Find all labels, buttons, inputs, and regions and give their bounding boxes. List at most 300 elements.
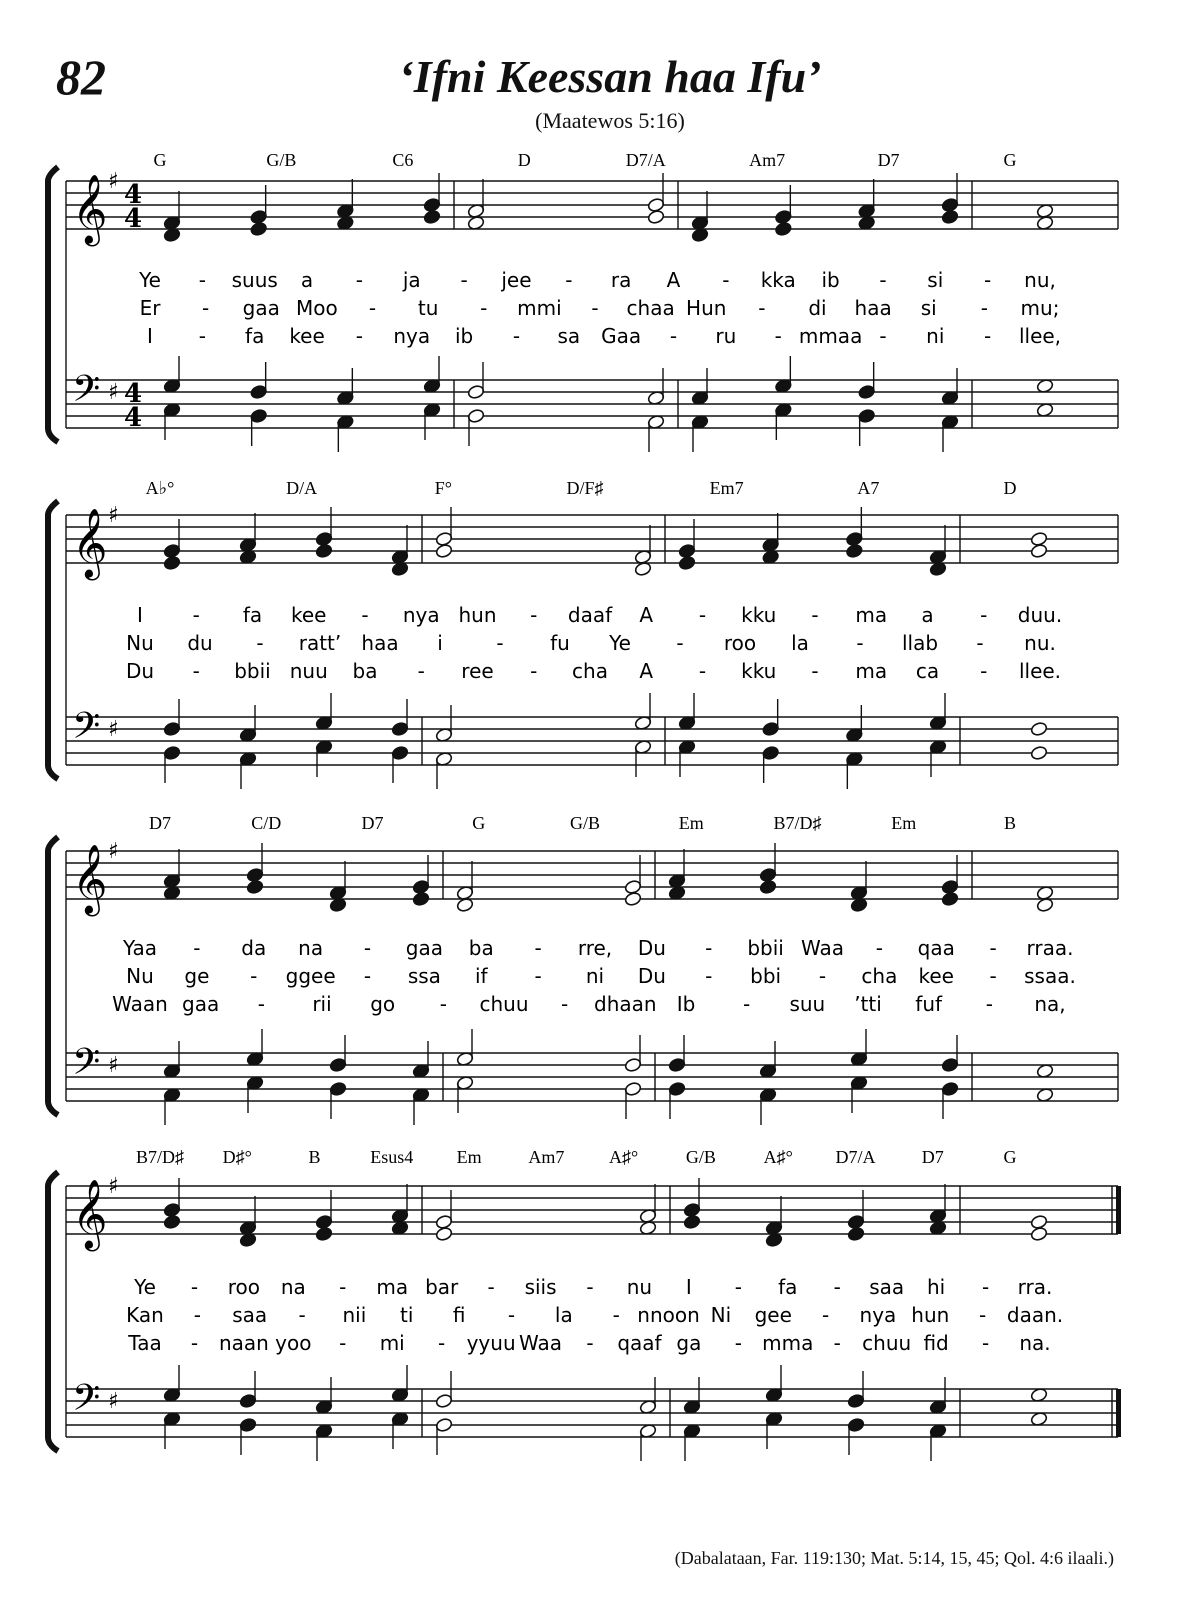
treble-notehead	[683, 1214, 701, 1229]
lyric-hyphen: -	[879, 324, 887, 348]
lyric-syllable: si	[920, 296, 937, 320]
treble-notehead	[423, 197, 441, 212]
treble-notehead	[759, 867, 777, 882]
lyric-hyphen: -	[257, 992, 265, 1016]
lyric-hyphen: -	[202, 296, 210, 320]
bass-notehead	[467, 408, 485, 423]
lyric-hyphen: -	[417, 659, 425, 683]
system-bracket	[48, 1172, 58, 1451]
lyric-hyphen: -	[530, 659, 538, 683]
lyric-syllable: fa	[242, 603, 263, 627]
treble-notehead	[315, 543, 333, 558]
lyric-hyphen: -	[734, 1331, 742, 1355]
chord-symbol: Em	[891, 813, 917, 833]
bass-clef-icon: 𝄢	[72, 1377, 101, 1428]
lyric-syllable: roo	[723, 631, 757, 655]
lyric-syllable: Yaa	[123, 936, 157, 960]
lyric-syllable: llee,	[1018, 324, 1062, 348]
lyric-syllable: chaa	[626, 296, 675, 320]
bass-clef-icon: 𝄢	[72, 1041, 101, 1092]
lyric-syllable: llee.	[1018, 659, 1062, 683]
lyric-hyphen: -	[811, 659, 819, 683]
treble-notehead	[315, 1226, 333, 1241]
lyric-syllable: na.	[1019, 1331, 1051, 1355]
lyric-hyphen: -	[722, 268, 730, 292]
bass-notehead	[762, 721, 780, 736]
lyric-hyphen: -	[705, 936, 713, 960]
treble-clef-icon: 𝄞	[72, 174, 108, 244]
chord-symbol: Am7	[749, 150, 786, 170]
lyric-hyphen: -	[193, 936, 201, 960]
chord-symbol: D7	[149, 813, 171, 833]
lyric-hyphen: -	[512, 324, 521, 348]
chord-symbol: G	[153, 150, 167, 170]
lyric-syllable: si	[927, 268, 944, 292]
lyric-hyphen: -	[591, 296, 599, 320]
lyric-syllable: ni	[926, 324, 945, 348]
chord-symbol: Esus4	[370, 1147, 414, 1167]
lyric-hyphen: -	[612, 1303, 620, 1327]
bass-notehead	[941, 1081, 959, 1096]
lyric-hyphen: -	[355, 268, 364, 292]
lyric-hyphen: -	[361, 603, 369, 627]
chord-symbol: D7/A	[625, 150, 666, 170]
chord-symbol: G/B	[685, 1147, 716, 1167]
lyric-syllable: rraa.	[1026, 936, 1074, 960]
lyric-syllable: ge	[184, 964, 210, 988]
chord-symbol: D/F♯	[566, 478, 604, 498]
lyric-hyphen: -	[355, 324, 364, 348]
lyric-hyphen: -	[534, 936, 542, 960]
bass-notehead	[847, 1393, 865, 1408]
lyric-syllable: kka	[760, 268, 796, 292]
treble-notehead	[412, 879, 430, 894]
lyric-hyphen: -	[190, 1331, 199, 1355]
bass-notehead	[435, 1417, 453, 1432]
lyric-hyphen: -	[833, 1331, 841, 1355]
lyric-hyphen: -	[811, 603, 819, 627]
lyric-syllable: fi	[452, 1303, 466, 1327]
lyric-syllable: ggee	[285, 964, 336, 988]
lyric-hyphen: -	[669, 324, 678, 348]
lyric-syllable: ’tti	[854, 992, 882, 1016]
lyric-syllable: ratt’	[298, 631, 342, 655]
lyric-syllable: saa	[232, 1303, 268, 1327]
lyric-syllable: nya	[402, 603, 440, 627]
lyric-hyphen: -	[460, 268, 468, 292]
lyric-syllable: ba	[468, 936, 494, 960]
bass-notehead	[847, 1417, 865, 1432]
chord-symbol: A♭°	[145, 478, 175, 498]
lyric-syllable: ru	[715, 324, 737, 348]
lyric-syllable: Du	[637, 936, 666, 960]
lyric-hyphen: -	[480, 296, 488, 320]
lyric-syllable: haa	[361, 631, 399, 655]
lyric-syllable: a	[300, 268, 314, 292]
lyric-hyphen: -	[507, 1303, 516, 1327]
lyric-syllable: if	[474, 964, 488, 988]
lyric-syllable: Nu	[126, 631, 154, 655]
bass-notehead	[250, 384, 268, 399]
lyric-syllable: rre,	[577, 936, 613, 960]
key-signature-sharp: ♯	[108, 717, 119, 742]
chord-symbol: A♯°	[609, 1147, 639, 1167]
key-signature-sharp: ♯	[108, 1174, 119, 1199]
treble-notehead	[941, 879, 959, 894]
bass-notehead	[624, 1081, 642, 1096]
time-signature-top: 4	[124, 379, 143, 409]
lyric-syllable: daan.	[1006, 1303, 1064, 1327]
bass-notehead	[624, 1057, 642, 1072]
bass-clef-icon: 𝄢	[72, 705, 101, 756]
treble-notehead	[683, 1202, 701, 1217]
lyric-syllable: A	[639, 659, 654, 683]
lyric-syllable: fa	[778, 1275, 798, 1299]
treble-notehead	[163, 555, 181, 570]
bass-notehead	[762, 745, 780, 760]
lyric-syllable: nya	[393, 324, 431, 348]
bass-notehead	[250, 408, 268, 423]
treble-notehead	[163, 543, 181, 558]
lyric-syllable: jee	[501, 268, 532, 292]
lyric-syllable: di	[808, 296, 827, 320]
scripture-reference: (Maatewos 5:16)	[535, 108, 685, 133]
lyric-syllable: I	[137, 603, 143, 627]
chord-symbol: A7	[857, 478, 880, 498]
lyric-hyphen: -	[833, 1275, 841, 1299]
hymn-number: 82	[56, 49, 106, 105]
lyric-syllable: naan	[218, 1331, 269, 1355]
lyric-hyphen: -	[363, 936, 372, 960]
lyric-syllable: rii	[312, 992, 332, 1016]
lyric-syllable: Waa	[519, 1331, 563, 1355]
lyric-hyphen: -	[339, 1331, 347, 1355]
lyric-syllable: fuf	[915, 992, 943, 1016]
treble-notehead	[435, 531, 453, 546]
lyric-syllable: ti	[400, 1303, 414, 1327]
lyric-syllable: nu	[626, 1275, 653, 1299]
hymn-title: ‘Ifni Keessan haa Ifu’	[398, 51, 822, 102]
chord-symbol: C/D	[251, 813, 282, 833]
lyric-syllable: Ye	[134, 1275, 156, 1299]
treble-notehead	[1030, 531, 1048, 546]
lyric-syllable: Taa	[128, 1331, 162, 1355]
lyric-syllable: chuu	[862, 1331, 912, 1355]
chord-symbol: B7/D♯	[135, 1147, 185, 1167]
lyric-hyphen: -	[487, 1275, 495, 1299]
chord-symbol: F°	[434, 478, 452, 498]
chord-symbol: G	[472, 813, 486, 833]
treble-notehead	[1030, 543, 1048, 558]
treble-notehead	[647, 209, 665, 224]
lyric-hyphen: -	[856, 631, 864, 655]
lyric-syllable: bbii	[234, 659, 271, 683]
lyric-syllable: suu	[789, 992, 826, 1016]
bass-notehead	[1030, 721, 1048, 736]
chord-symbol: Em7	[709, 478, 744, 498]
lyric-syllable: Ni	[710, 1303, 732, 1327]
lyric-syllable: ma	[855, 659, 888, 683]
lyric-hyphen: -	[676, 631, 684, 655]
lyric-syllable: hun	[911, 1303, 950, 1327]
lyric-syllable: Er	[139, 296, 161, 320]
treble-notehead	[847, 1214, 865, 1229]
treble-notehead	[435, 543, 453, 558]
time-signature-bottom: 4	[124, 204, 143, 234]
treble-notehead	[315, 531, 333, 546]
bass-notehead	[668, 1057, 686, 1072]
lyric-syllable: mma	[762, 1331, 814, 1355]
lyric-syllable: fa	[245, 324, 265, 348]
lyric-syllable: da	[241, 936, 267, 960]
chord-symbol: Em	[678, 813, 704, 833]
lyric-syllable: mmi	[517, 296, 562, 320]
lyric-syllable: mmaa	[798, 324, 863, 348]
lyric-syllable: Hun	[686, 296, 727, 320]
lyric-hyphen: -	[363, 964, 372, 988]
treble-notehead	[435, 1226, 453, 1241]
treble-notehead	[647, 197, 665, 212]
lyric-hyphen: -	[698, 659, 707, 683]
lyric-syllable: kee	[289, 324, 325, 348]
time-signature-bottom: 4	[124, 403, 143, 433]
treble-notehead	[759, 879, 777, 894]
lyric-syllable: bar	[425, 1275, 459, 1299]
treble-notehead	[774, 209, 792, 224]
lyric-syllable: A	[666, 268, 681, 292]
lyric-syllable: Waan	[112, 992, 168, 1016]
lyric-syllable: kku	[741, 659, 777, 683]
lyric-hyphen: -	[821, 1303, 830, 1327]
lyric-syllable: ib	[454, 324, 474, 348]
treble-notehead	[678, 555, 696, 570]
final-barline-thick	[1116, 1186, 1121, 1234]
lyric-syllable: I	[147, 324, 153, 348]
lyric-syllable: hun	[458, 603, 497, 627]
lyric-syllable: kee	[291, 603, 327, 627]
lyric-syllable: ja	[402, 268, 421, 292]
lyric-syllable: daaf	[567, 603, 613, 627]
lyric-hyphen: -	[705, 964, 713, 988]
treble-notehead	[250, 209, 268, 224]
treble-notehead	[941, 891, 959, 906]
chord-symbol: B7/D♯	[773, 813, 822, 833]
lyric-syllable: gee	[754, 1303, 792, 1327]
lyric-syllable: ga	[676, 1331, 702, 1355]
lyric-syllable: ca	[915, 659, 940, 683]
bass-notehead	[239, 1393, 257, 1408]
lyric-hyphen: -	[981, 1275, 990, 1299]
treble-notehead	[845, 531, 863, 546]
lyric-hyphen: -	[198, 324, 206, 348]
lyric-syllable: a	[921, 603, 934, 627]
final-barline-thick	[1116, 1389, 1121, 1437]
lyric-syllable: mi	[379, 1331, 405, 1355]
key-signature-sharp: ♯	[108, 169, 119, 194]
lyric-hyphen: -	[979, 1303, 987, 1327]
key-signature-sharp: ♯	[108, 1389, 119, 1414]
lyric-syllable: A	[639, 603, 654, 627]
bass-notehead	[858, 384, 876, 399]
treble-notehead	[423, 209, 441, 224]
lyric-hyphen: -	[980, 659, 988, 683]
chord-symbol: B	[1003, 813, 1017, 833]
lyric-syllable: fu	[550, 631, 570, 655]
lyric-syllable: gaa	[242, 296, 280, 320]
lyric-syllable: ssa	[407, 964, 441, 988]
lyric-hyphen: -	[984, 268, 992, 292]
treble-notehead	[678, 543, 696, 558]
lyric-hyphen: -	[985, 992, 993, 1016]
lyric-hyphen: -	[698, 603, 707, 627]
bass-notehead	[163, 745, 181, 760]
treble-notehead	[845, 543, 863, 558]
treble-notehead	[1030, 1226, 1048, 1241]
lyric-hyphen: -	[818, 964, 827, 988]
lyric-syllable: Ye	[139, 268, 161, 292]
chord-symbol: D7	[877, 150, 900, 170]
bass-notehead	[391, 721, 409, 736]
treble-notehead	[1030, 1214, 1048, 1229]
treble-notehead	[774, 221, 792, 236]
lyric-hyphen: -	[774, 324, 782, 348]
bass-notehead	[163, 721, 181, 736]
lyric-syllable: Ye	[609, 631, 631, 655]
lyric-hyphen: -	[743, 992, 751, 1016]
lyric-syllable: la	[791, 631, 809, 655]
lyric-syllable: rra.	[1017, 1275, 1053, 1299]
lyric-hyphen: -	[565, 268, 573, 292]
lyric-syllable: go	[370, 992, 396, 1016]
system-bracket	[48, 167, 58, 442]
bass-notehead	[941, 1057, 959, 1072]
lyric-syllable: chuu	[479, 992, 529, 1016]
chord-symbol: G/B	[569, 813, 601, 833]
treble-notehead	[250, 221, 268, 236]
chord-symbol: Am7	[528, 1147, 565, 1167]
treble-notehead	[847, 1226, 865, 1241]
key-signature-sharp: ♯	[108, 503, 119, 528]
lyric-hyphen: -	[980, 603, 988, 627]
lyric-hyphen: -	[198, 268, 206, 292]
lyric-syllable: ssaa.	[1024, 964, 1076, 988]
chord-symbol: B	[308, 1147, 321, 1167]
lyric-hyphen: -	[984, 324, 992, 348]
treble-notehead	[624, 879, 642, 894]
lyric-hyphen: -	[561, 992, 569, 1016]
lyric-syllable: nnoon	[637, 1303, 700, 1327]
lyric-syllable: ree	[461, 659, 494, 683]
lyric-syllable: llab	[901, 631, 939, 655]
lyric-hyphen: -	[586, 1331, 594, 1355]
treble-notehead	[941, 197, 959, 212]
chord-symbol: G	[1003, 1147, 1017, 1167]
lyric-hyphen: -	[875, 936, 883, 960]
lyric-hyphen: -	[976, 631, 984, 655]
bass-notehead	[391, 745, 409, 760]
lyric-syllable: bbi	[750, 964, 782, 988]
bass-clef-icon: 𝄢	[72, 368, 101, 419]
bass-notehead	[435, 1393, 453, 1408]
lyric-hyphen: -	[496, 631, 504, 655]
lyric-syllable: Nu	[126, 964, 154, 988]
lyric-syllable: ni	[585, 964, 605, 988]
lyric-hyphen: -	[339, 1275, 347, 1299]
bass-notehead	[668, 1081, 686, 1096]
chord-symbol: Em	[456, 1147, 482, 1167]
lyric-syllable: i	[437, 631, 443, 655]
treble-notehead	[163, 1202, 181, 1217]
bass-notehead	[329, 1081, 347, 1096]
lyric-syllable: la	[554, 1303, 573, 1327]
lyric-syllable: na	[280, 1275, 306, 1299]
lyric-syllable: tu	[417, 296, 439, 320]
lyric-syllable: Kan	[126, 1303, 164, 1327]
lyric-hyphen: -	[980, 296, 988, 320]
lyric-syllable: ib	[821, 268, 840, 292]
lyric-syllable: Du	[125, 659, 155, 683]
system-bracket	[48, 837, 58, 1115]
lyric-hyphen: -	[250, 964, 258, 988]
treble-notehead	[246, 879, 264, 894]
lyric-syllable: nu,	[1024, 268, 1056, 292]
lyric-syllable: gaa	[182, 992, 220, 1016]
lyric-syllable: qaa	[917, 936, 955, 960]
treble-notehead	[941, 209, 959, 224]
lyric-hyphen: -	[879, 268, 887, 292]
lyric-hyphen: -	[989, 936, 997, 960]
key-signature-sharp: ♯	[108, 1053, 119, 1078]
treble-notehead	[412, 891, 430, 906]
chord-symbol: D7	[921, 1147, 944, 1167]
lyric-hyphen: -	[758, 296, 766, 320]
lyric-hyphen: -	[192, 659, 200, 683]
treble-notehead	[246, 867, 264, 882]
lyric-syllable: nii	[342, 1303, 367, 1327]
lyric-syllable: Moo	[296, 296, 338, 320]
lyric-hyphen: -	[734, 1275, 742, 1299]
lyric-syllable: kee	[918, 964, 954, 988]
key-signature-sharp: ♯	[108, 839, 119, 864]
lyric-syllable: I	[685, 1275, 692, 1299]
lyric-syllable: qaaf	[617, 1331, 662, 1355]
lyric-syllable: siis	[524, 1275, 557, 1299]
treble-notehead	[163, 1214, 181, 1229]
chord-symbol: G/B	[266, 150, 297, 170]
bass-notehead	[239, 1417, 257, 1432]
chord-symbol: D7/A	[835, 1147, 876, 1167]
bass-notehead	[1030, 745, 1048, 760]
lyric-syllable: kku	[741, 603, 777, 627]
lyric-hyphen: -	[192, 603, 200, 627]
bass-notehead	[858, 408, 876, 423]
lyric-hyphen: -	[190, 1275, 199, 1299]
lyric-syllable: Gaa	[601, 324, 642, 348]
lyric-syllable: yoo	[275, 1331, 312, 1355]
lyric-hyphen: -	[530, 603, 538, 627]
lyric-hyphen: -	[193, 1303, 201, 1327]
lyric-syllable: ba	[352, 659, 378, 683]
lyric-hyphen: -	[534, 964, 542, 988]
lyric-syllable: ra	[610, 268, 632, 292]
lyric-syllable: cha	[572, 659, 608, 683]
lyric-syllable: Ib	[676, 992, 696, 1016]
lyric-syllable: yyuu	[466, 1331, 516, 1355]
chord-symbol: D	[1003, 478, 1017, 498]
key-signature-sharp: ♯	[108, 380, 119, 405]
lyric-hyphen: -	[298, 1303, 306, 1327]
treble-notehead	[315, 1214, 333, 1229]
